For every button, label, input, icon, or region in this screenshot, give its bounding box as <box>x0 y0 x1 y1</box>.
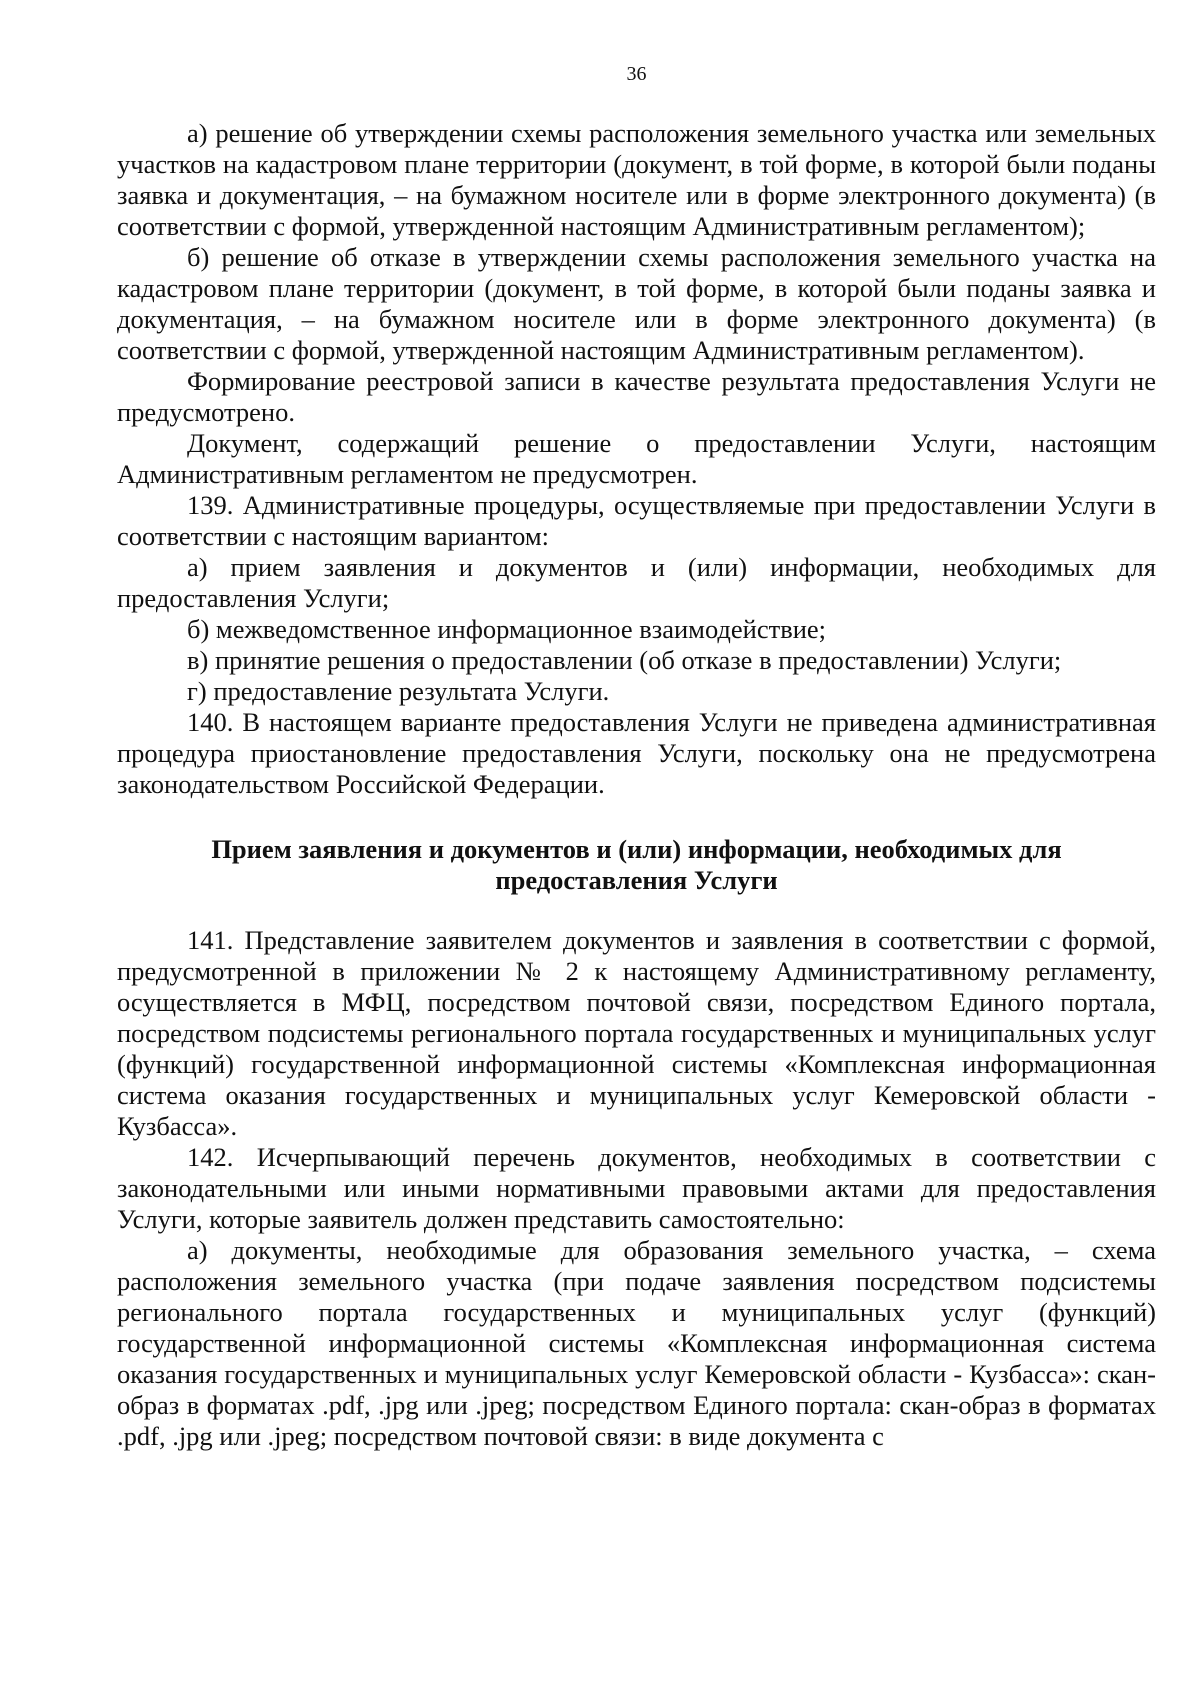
document-page <box>117 62 1156 1452</box>
paragraph: в) принятие решения о предоставлении (об отказе в предоставлении) Услуги; <box>187 645 1062 675</box>
paragraph: б) решение об отказе в утверждении схемы расположения земельного участка на кадастровом плане территории (документ, в той форме, в которой были поданы заявка и документация, – на бумажном носителе или в форме электронного документа) (в соответствии с формой, утвержденной настоящим Административным регламентом). <box>117 242 1156 365</box>
paragraph: 142. Исчерпывающий перечень документов, необходимых в соответствии с законодательными или иными нормативными правовыми актами для предоставления Услуги, которые заявитель должен представить самостоятельно: <box>117 1142 1156 1234</box>
section-heading: Прием заявления и документов и (или) информации, необходимых для предоставления Услуги <box>211 834 1062 895</box>
page-number: 36 <box>626 63 647 85</box>
paragraph: 141. Представление заявителем документов и заявления в соответствии с формой, предусмотренной в приложении № 2 к настоящему Административному регламенту, осуществляется в МФЦ, посредством почтовой связи, посредством Единого портала, посредством подсистемы регионального портала государственных и муниципальных услуг (функций) государственной информационной системы «Комплексная информационная система оказания государственных и муниципальных услуг Кемеровской области - Кузбасса». <box>117 925 1156 1141</box>
paragraph: Формирование реестровой записи в качестве результата предоставления Услуги не предусмотрено. <box>117 366 1156 427</box>
paragraph: б) межведомственное информационное взаимодействие; <box>187 614 827 644</box>
paragraph: Документ, содержащий решение о предоставлении Услуги, настоящим Административным регламентом не предусмотрен. <box>117 428 1156 489</box>
paragraph: 139. Административные процедуры, осуществляемые при предоставлении Услуги в соответствии с настоящим вариантом: <box>117 490 1156 551</box>
paragraph: 140. В настоящем варианте предоставления Услуги не приведена административная процедура приостановление предоставления Услуги, поскольку она не предусмотрена законодательством Российской Федерации. <box>117 707 1156 799</box>
paragraph: г) предоставление результата Услуги. <box>187 676 610 706</box>
paragraph: а) документы, необходимые для образования земельного участка, – схема расположения земельного участка (при подаче заявления посредством подсистемы регионального портала государственных и муниципальных услуг (функций) государственной информационной системы «Комплексная информационная система оказания государственных и муниципальных услуг Кемеровской области - Кузбасса»: скан-образ в форматах .pdf, .jpg или .jpeg; посредством Единого портала: скан-образ в форматах .pdf, .jpg или .jpeg; посредством почтовой связи: в виде документа с <box>117 1235 1156 1451</box>
paragraph: а) решение об утверждении схемы расположения земельного участка или земельных участков на кадастровом плане территории (документ, в той форме, в которой были поданы заявка и документация, – на бумажном носителе или в форме электронного документа) (в соответствии с формой, утвержденной настоящим Административным регламентом); <box>117 118 1156 241</box>
paragraph: а) прием заявления и документов и (или) информации, необходимых для предоставления Услуги; <box>117 552 1156 613</box>
